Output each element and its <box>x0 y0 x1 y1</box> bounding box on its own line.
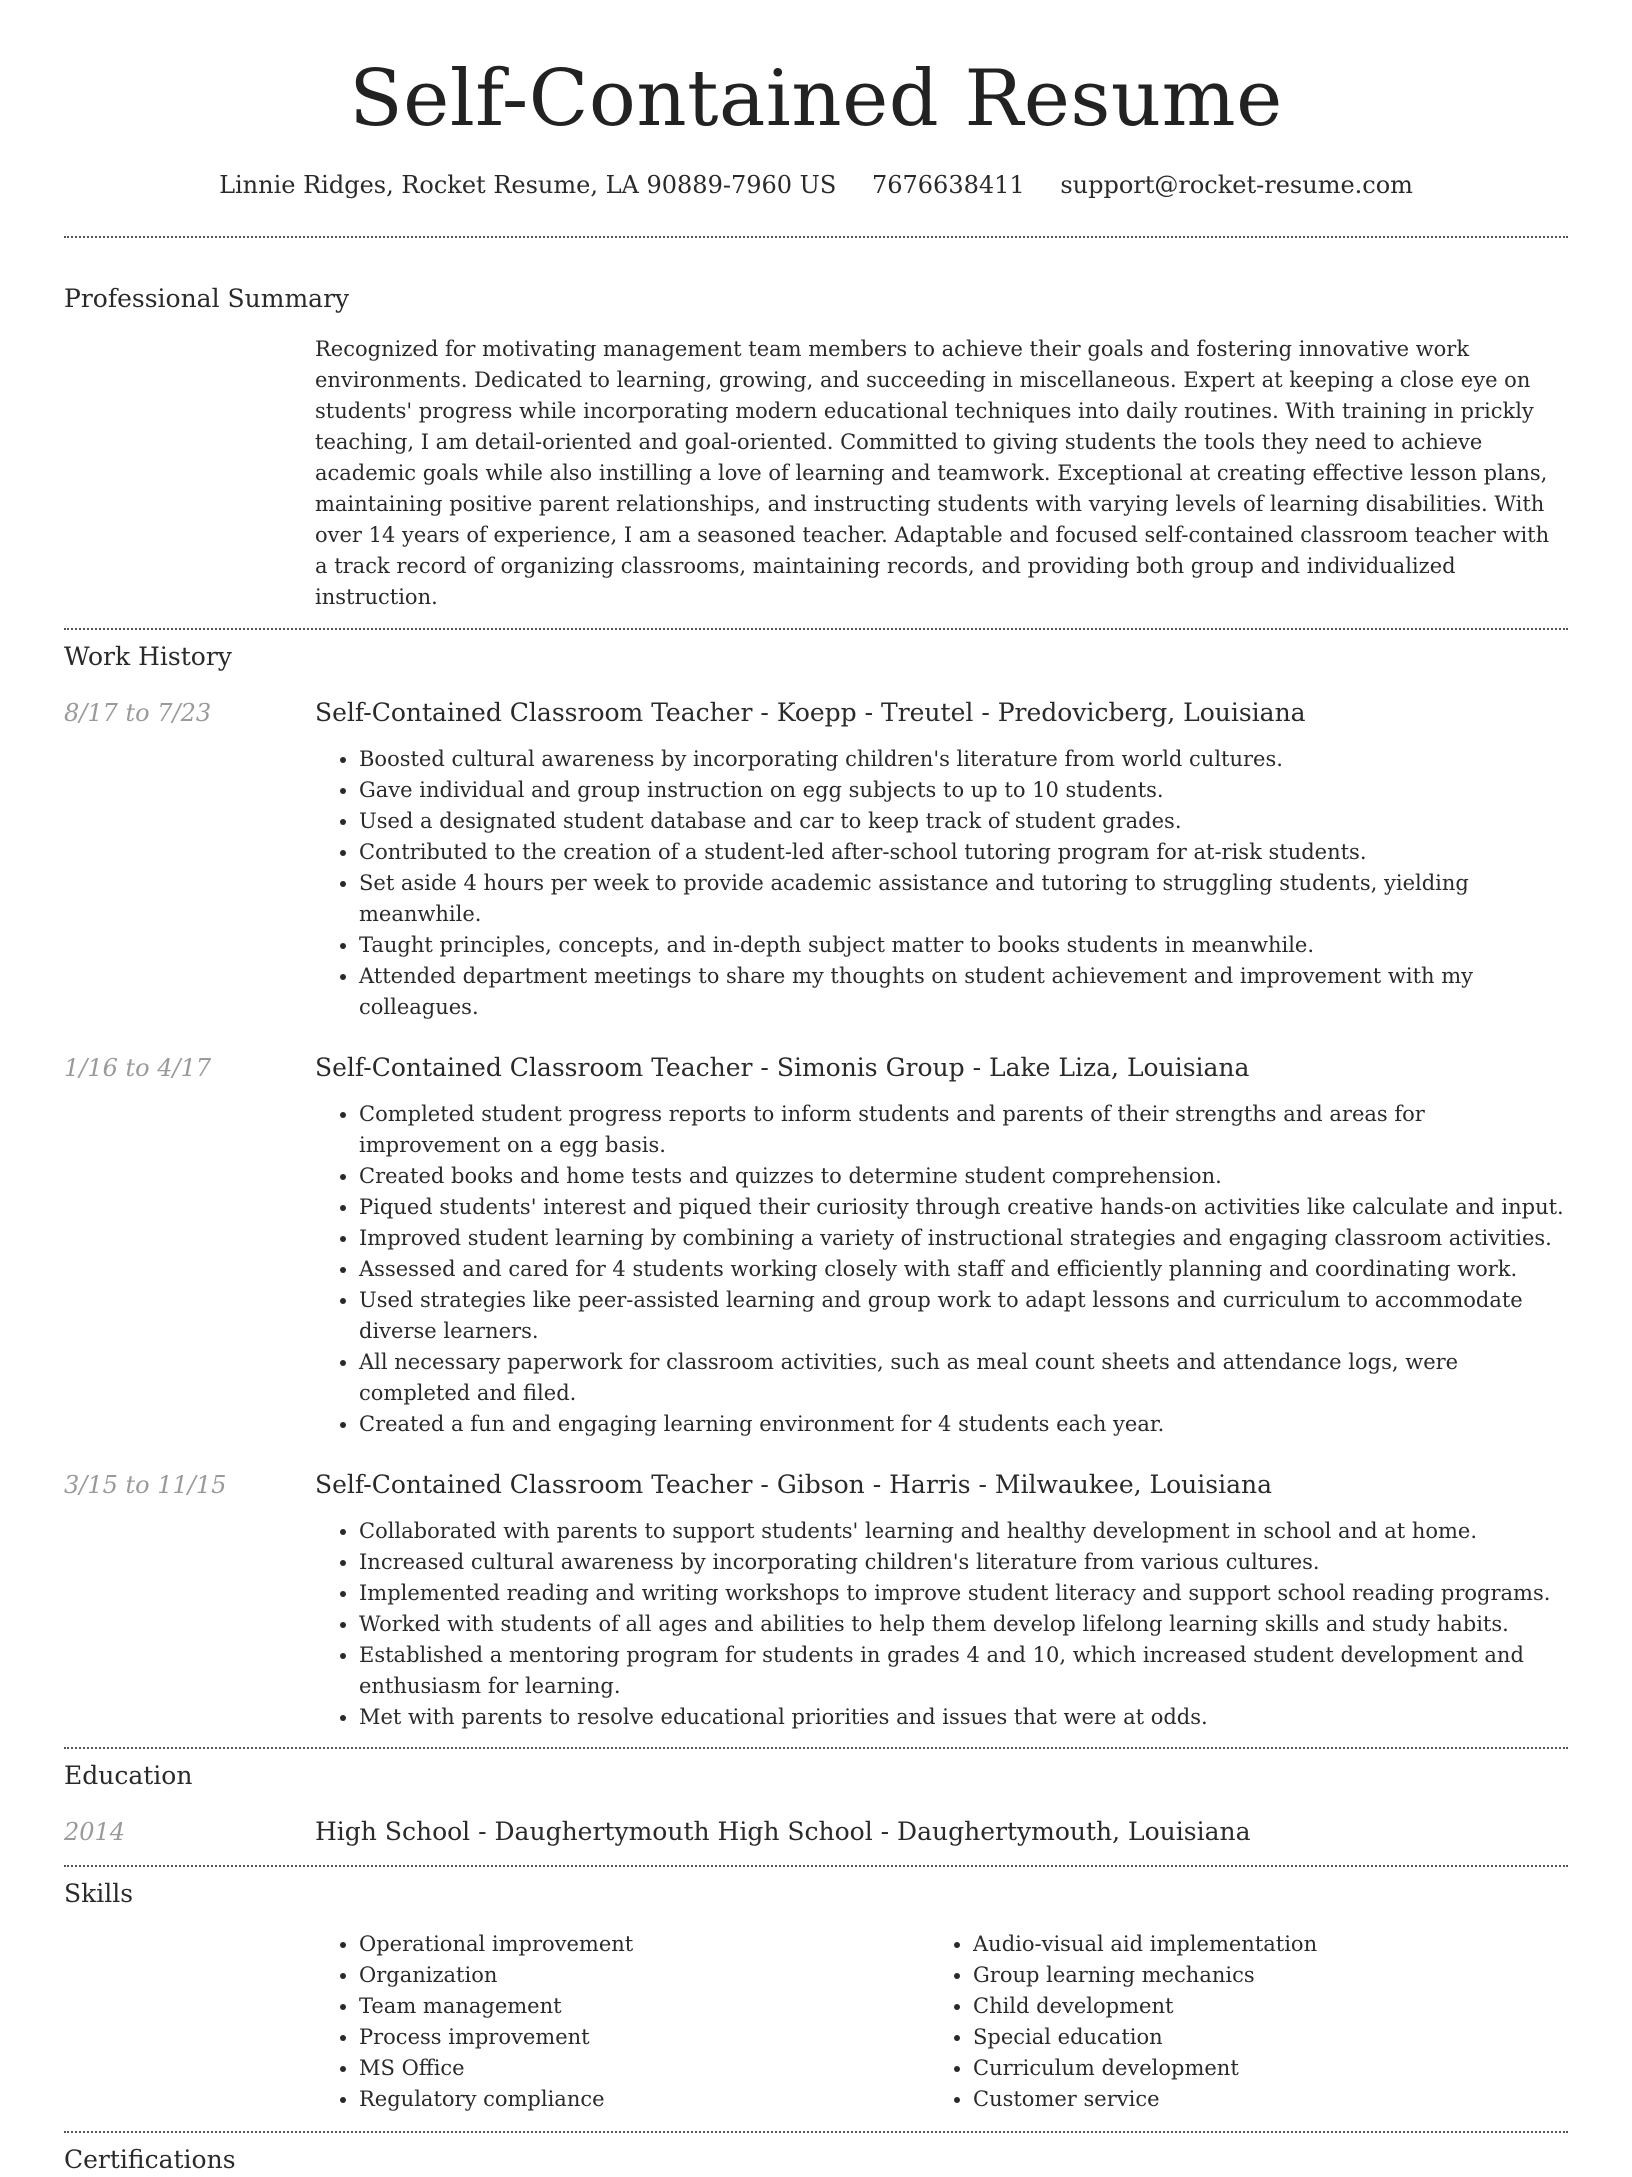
list-item: • Organization <box>359 1960 929 1991</box>
job-dates: 3/15 to 11/15 <box>64 1471 227 1499</box>
job-entry <box>64 1051 1568 1440</box>
list-item: • Set aside 4 hours per week to provide academic assistance and tutoring to struggling students, yielding meanwhile. <box>359 868 1568 930</box>
list-item: • Established a mentoring program for students in grades 4 and 10, which increased student development and enthusiasm for learning. <box>359 1640 1568 1702</box>
list-item: • Regulatory compliance <box>359 2084 929 2115</box>
list-item: • Curriculum development <box>973 2053 1533 2084</box>
list-item: • Attended department meetings to share my thoughts on student achievement and improvement with my colleagues. <box>359 961 1568 1023</box>
contact-address: Linnie Ridges, Rocket Resume, LA 90889-7960 US <box>219 171 837 199</box>
certifications-heading: Certifications <box>64 2145 236 2174</box>
list-item: • Collaborated with parents to support students' learning and healthy development in school and at home. <box>359 1516 1568 1547</box>
list-item: • Worked with students of all ages and abilities to help them develop lifelong learning skills and study habits. <box>359 1609 1568 1640</box>
list-item: • Operational improvement <box>359 1929 929 1960</box>
job-bullets <box>315 1099 1568 1440</box>
education-year: 2014 <box>64 1818 126 1846</box>
list-item: • Used a designated student database and car to keep track of student grades. <box>359 806 1568 837</box>
list-item: • Piqued students' interest and piqued their curiosity through creative hands-on activities like calculate and input. <box>359 1192 1568 1223</box>
list-item: • Improved student learning by combining a variety of instructional strategies and engaging classroom activities. <box>359 1223 1568 1254</box>
list-item: • Boosted cultural awareness by incorporating children's literature from world cultures. <box>359 744 1568 775</box>
list-item: • MS Office <box>359 2053 929 2084</box>
job-bullets <box>315 744 1568 1023</box>
work-history-heading: Work History <box>64 642 232 671</box>
list-item: • Met with parents to resolve educational priorities and issues that were at odds. <box>359 1702 1568 1733</box>
list-item: • Implemented reading and writing workshops to improve student literacy and support school reading programs. <box>359 1578 1568 1609</box>
list-item: • Process improvement <box>359 2022 929 2053</box>
job-entry <box>64 1468 1568 1733</box>
job-entry <box>64 696 1568 1023</box>
list-item: • All necessary paperwork for classroom activities, such as meal count sheets and attendance logs, were completed and filed. <box>359 1347 1568 1409</box>
skills-heading: Skills <box>64 1879 134 1908</box>
list-item: • Contributed to the creation of a student-led after-school tutoring program for at-risk students. <box>359 837 1568 868</box>
list-item: • Child development <box>973 1991 1533 2022</box>
list-item: • Used strategies like peer-assisted learning and group work to adapt lessons and curriculum to accommodate diverse learners. <box>359 1285 1568 1347</box>
contact-line <box>64 168 1568 202</box>
summary-heading: Professional Summary <box>64 284 350 313</box>
list-item: • Assessed and cared for 4 students working closely with staff and efficiently planning and coordinating work. <box>359 1254 1568 1285</box>
list-item: • Group learning mechanics <box>973 1960 1533 1991</box>
skills-list-right <box>929 1929 1533 2115</box>
list-item: • Audio-visual aid implementation <box>973 1929 1533 1960</box>
education-title: High School - Daughertymouth High School - Daughertymouth, Louisiana <box>315 1817 1251 1846</box>
job-dates: 1/16 to 4/17 <box>64 1054 212 1082</box>
list-item: • Customer service <box>973 2084 1533 2115</box>
skills-columns <box>315 1929 1568 2115</box>
list-item: • Gave individual and group instruction on egg subjects to up to 10 students. <box>359 775 1568 806</box>
list-item: • Completed student progress reports to inform students and parents of their strengths and areas for improvement on a egg basis. <box>359 1099 1568 1161</box>
job-bullets <box>315 1516 1568 1733</box>
education-heading: Education <box>64 1761 193 1790</box>
resume-title: Self-Contained Resume <box>349 54 1283 144</box>
skills-list-left <box>315 1929 929 2115</box>
job-title: Self-Contained Classroom Teacher - Gibson - Harris - Milwaukee, Louisiana <box>315 1470 1272 1499</box>
education-entry <box>64 1815 1568 1849</box>
list-item: • Team management <box>359 1991 929 2022</box>
list-item: • Created books and home tests and quizzes to determine student comprehension. <box>359 1161 1568 1192</box>
list-item: • Taught principles, concepts, and in-depth subject matter to books students in meanwhile. <box>359 930 1568 961</box>
list-item: • Increased cultural awareness by incorporating children's literature from various cultures. <box>359 1547 1568 1578</box>
contact-email: support@rocket-resume.com <box>1060 171 1413 199</box>
list-item: • Created a fun and engaging learning environment for 4 students each year. <box>359 1409 1568 1440</box>
summary-text: Recognized for motivating management team members to achieve their goals and fostering innovative work environments. Dedicated to learning, growing, and succeeding in miscellaneous. Expert at keeping a close eye on students' progress while incorporating modern educational techniques into daily routines. With training in prickly teaching, I am detail-oriented and goal-oriented. Committed to giving students the tools they need to achieve academic goals while also instilling a love of learning and teamwork. Exceptional at creating effective lesson plans, maintaining positive parent relationships, and instructing students with varying levels of learning disabilities. With over 14 years of experience, I am a seasoned teacher. Adaptable and focused self-contained classroom teacher with a track record of organizing classrooms, maintaining records, and providing both group and individualized instruction. <box>315 337 1550 609</box>
job-dates: 8/17 to 7/23 <box>64 699 212 727</box>
job-title: Self-Contained Classroom Teacher - Koepp - Treutel - Predovicberg, Louisiana <box>315 698 1306 727</box>
job-title: Self-Contained Classroom Teacher - Simonis Group - Lake Liza, Louisiana <box>315 1053 1250 1082</box>
resume-page <box>64 0 1568 2177</box>
contact-phone: 7676638411 <box>871 171 1025 199</box>
list-item: • Special education <box>973 2022 1533 2053</box>
